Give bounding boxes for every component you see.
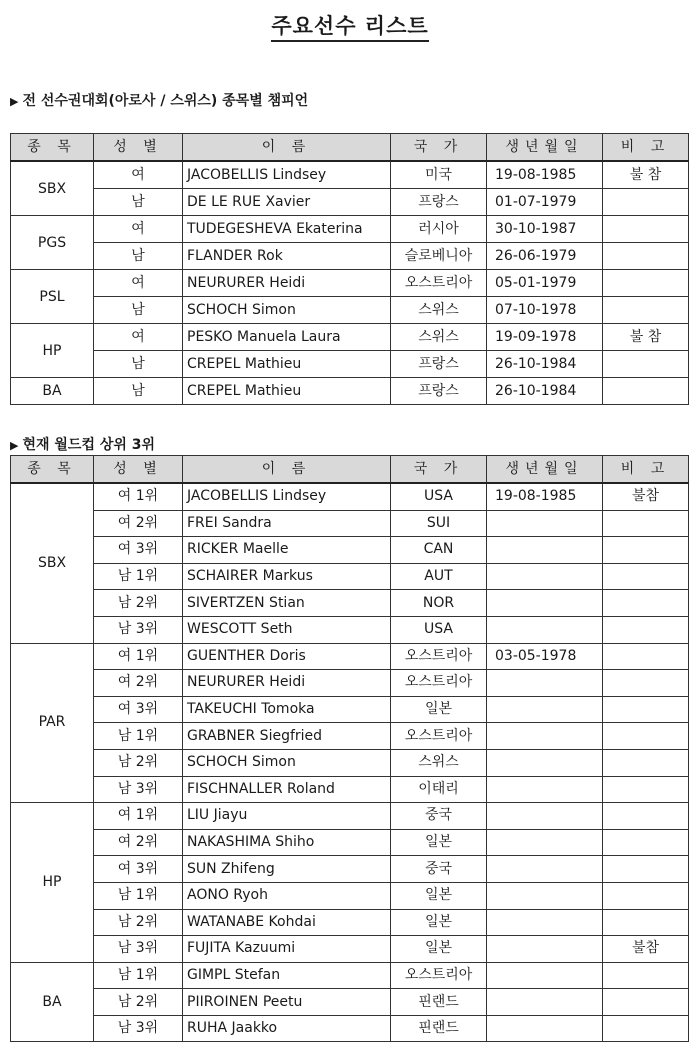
event-cell: HP	[11, 803, 94, 963]
country-cell: 핀랜드	[391, 989, 487, 1016]
athlete-name-cell: WESCOTT Seth	[183, 616, 391, 643]
birthdate-cell	[487, 696, 603, 723]
gender-cell: 남	[94, 378, 183, 405]
table-row	[11, 723, 689, 750]
gender-cell: 남 3위	[94, 776, 183, 803]
country-cell: 중국	[391, 803, 487, 830]
country-cell: 오스트리아	[391, 270, 487, 297]
note-cell	[603, 563, 689, 590]
gender-cell: 남 1위	[94, 563, 183, 590]
note-cell	[603, 989, 689, 1016]
note-cell	[603, 351, 689, 378]
birthdate-cell: 19-09-1978	[487, 324, 603, 351]
table-row	[11, 803, 689, 830]
country-cell: 일본	[391, 829, 487, 856]
worldcup-header-row	[11, 456, 689, 484]
gender-cell: 남 3위	[94, 936, 183, 963]
gender-cell: 여 3위	[94, 537, 183, 564]
birthdate-cell	[487, 829, 603, 856]
birthdate-cell	[487, 616, 603, 643]
note-cell	[603, 829, 689, 856]
note-cell	[603, 856, 689, 883]
table-row	[11, 856, 689, 883]
header-country: 국 가	[391, 456, 487, 484]
athlete-name-cell: GUENTHER Doris	[183, 643, 391, 670]
table-row	[11, 189, 689, 216]
athlete-name-cell: FREI Sandra	[183, 510, 391, 537]
worldcup-table	[10, 455, 689, 1042]
country-cell: AUT	[391, 563, 487, 590]
table-row	[11, 216, 689, 243]
note-cell	[603, 270, 689, 297]
athlete-name-cell: CREPEL Mathieu	[183, 378, 391, 405]
table-row	[11, 563, 689, 590]
event-cell: PGS	[11, 216, 94, 270]
header-dob: 생년월일	[487, 456, 603, 484]
gender-cell: 남	[94, 351, 183, 378]
note-cell	[603, 510, 689, 537]
note-cell	[603, 643, 689, 670]
country-cell: CAN	[391, 537, 487, 564]
table-row	[11, 297, 689, 324]
header-note: 비 고	[603, 456, 689, 484]
gender-cell: 여	[94, 161, 183, 189]
birthdate-cell	[487, 909, 603, 936]
birthdate-cell: 26-06-1979	[487, 243, 603, 270]
table-row	[11, 749, 689, 776]
birthdate-cell: 01-07-1979	[487, 189, 603, 216]
country-cell: 이태리	[391, 776, 487, 803]
table-row	[11, 324, 689, 351]
birthdate-cell	[487, 590, 603, 617]
triangle-bullet-icon: ▶	[10, 95, 19, 108]
country-cell: 프랑스	[391, 378, 487, 405]
table-row	[11, 643, 689, 670]
country-cell: 핀랜드	[391, 1015, 487, 1042]
gender-cell: 남 1위	[94, 962, 183, 989]
birthdate-cell	[487, 856, 603, 883]
gender-cell: 남	[94, 297, 183, 324]
birthdate-cell	[487, 723, 603, 750]
country-cell: 일본	[391, 936, 487, 963]
athlete-name-cell: TUDEGESHEVA Ekaterina	[183, 216, 391, 243]
athlete-name-cell: PIIROINEN Peetu	[183, 989, 391, 1016]
triangle-bullet-icon: ▶	[10, 439, 19, 452]
note-cell: 불 참	[603, 324, 689, 351]
table-row	[11, 696, 689, 723]
athlete-name-cell: GRABNER Siegfried	[183, 723, 391, 750]
note-cell	[603, 803, 689, 830]
gender-cell: 여 1위	[94, 643, 183, 670]
athlete-name-cell: RICKER Maelle	[183, 537, 391, 564]
table-row	[11, 909, 689, 936]
gender-cell: 남 2위	[94, 749, 183, 776]
note-cell	[603, 297, 689, 324]
worldcup-heading-text: 현재 월드컵 상위 3위	[22, 437, 156, 453]
athlete-name-cell: SCHOCH Simon	[183, 297, 391, 324]
birthdate-cell	[487, 510, 603, 537]
event-cell: BA	[11, 962, 94, 1042]
table-row	[11, 989, 689, 1016]
birthdate-cell	[487, 989, 603, 1016]
athlete-name-cell: CREPEL Mathieu	[183, 351, 391, 378]
gender-cell: 여 2위	[94, 670, 183, 697]
gender-cell: 여 1위	[94, 803, 183, 830]
table-row	[11, 616, 689, 643]
country-cell: 러시아	[391, 216, 487, 243]
event-cell: PAR	[11, 643, 94, 803]
athlete-name-cell: RUHA Jaakko	[183, 1015, 391, 1042]
athlete-name-cell: GIMPL Stefan	[183, 962, 391, 989]
table-row	[11, 270, 689, 297]
note-cell	[603, 962, 689, 989]
table-row	[11, 936, 689, 963]
country-cell: 스위스	[391, 324, 487, 351]
note-cell	[603, 243, 689, 270]
athlete-name-cell: NEURURER Heidi	[183, 670, 391, 697]
note-cell	[603, 776, 689, 803]
note-cell	[603, 616, 689, 643]
athlete-name-cell: SIVERTZEN Stian	[183, 590, 391, 617]
note-cell	[603, 909, 689, 936]
table-row	[11, 537, 689, 564]
gender-cell: 여 1위	[94, 483, 183, 510]
header-gender: 성 별	[94, 456, 183, 484]
gender-cell: 남 2위	[94, 909, 183, 936]
athlete-name-cell: WATANABE Kohdai	[183, 909, 391, 936]
table-row	[11, 483, 689, 510]
birthdate-cell: 05-01-1979	[487, 270, 603, 297]
athlete-name-cell: SUN Zhifeng	[183, 856, 391, 883]
gender-cell: 남 1위	[94, 723, 183, 750]
event-cell: BA	[11, 378, 94, 405]
event-cell: SBX	[11, 483, 94, 643]
birthdate-cell	[487, 776, 603, 803]
champions-heading	[10, 90, 308, 110]
athlete-name-cell: FUJITA Kazuumi	[183, 936, 391, 963]
birthdate-cell	[487, 936, 603, 963]
header-name: 이 름	[183, 456, 391, 484]
athlete-name-cell: SCHOCH Simon	[183, 749, 391, 776]
athlete-name-cell: JACOBELLIS Lindsey	[183, 161, 391, 189]
champions-table	[10, 133, 689, 405]
table-row	[11, 378, 689, 405]
birthdate-cell: 30-10-1987	[487, 216, 603, 243]
table-row	[11, 351, 689, 378]
table-row	[11, 776, 689, 803]
header-dob: 생년월일	[487, 134, 603, 162]
table-row	[11, 962, 689, 989]
country-cell: 오스트리아	[391, 670, 487, 697]
table-row	[11, 243, 689, 270]
athlete-name-cell: DE LE RUE Xavier	[183, 189, 391, 216]
champions-heading-text: 전 선수권대회(아로사 / 스위스) 종목별 챔피언	[22, 93, 309, 109]
country-cell: 일본	[391, 909, 487, 936]
athlete-name-cell: JACOBELLIS Lindsey	[183, 483, 391, 510]
header-event: 종 목	[11, 456, 94, 484]
athlete-name-cell: TAKEUCHI Tomoka	[183, 696, 391, 723]
birthdate-cell: 26-10-1984	[487, 351, 603, 378]
birthdate-cell	[487, 962, 603, 989]
country-cell: 미국	[391, 161, 487, 189]
note-cell: 불참	[603, 936, 689, 963]
country-cell: 프랑스	[391, 351, 487, 378]
country-cell: NOR	[391, 590, 487, 617]
gender-cell: 남 2위	[94, 989, 183, 1016]
birthdate-cell	[487, 882, 603, 909]
gender-cell: 남	[94, 243, 183, 270]
note-cell	[603, 749, 689, 776]
athlete-name-cell: FLANDER Rok	[183, 243, 391, 270]
gender-cell: 여	[94, 270, 183, 297]
country-cell: 슬로베니아	[391, 243, 487, 270]
champions-header-row	[11, 134, 689, 162]
athlete-name-cell: SCHAIRER Markus	[183, 563, 391, 590]
note-cell	[603, 590, 689, 617]
header-event: 종 목	[11, 134, 94, 162]
birthdate-cell	[487, 749, 603, 776]
athlete-name-cell: PESKO Manuela Laura	[183, 324, 391, 351]
table-row	[11, 829, 689, 856]
gender-cell: 남 2위	[94, 590, 183, 617]
gender-cell: 남 3위	[94, 616, 183, 643]
table-row	[11, 590, 689, 617]
page-title	[0, 10, 700, 40]
athlete-name-cell: NEURURER Heidi	[183, 270, 391, 297]
gender-cell: 여 2위	[94, 829, 183, 856]
birthdate-cell: 26-10-1984	[487, 378, 603, 405]
note-cell	[603, 1015, 689, 1042]
note-cell	[603, 189, 689, 216]
country-cell: USA	[391, 483, 487, 510]
gender-cell: 여 3위	[94, 696, 183, 723]
athlete-name-cell: NAKASHIMA Shiho	[183, 829, 391, 856]
birthdate-cell	[487, 670, 603, 697]
country-cell: 스위스	[391, 749, 487, 776]
gender-cell: 남	[94, 189, 183, 216]
country-cell: 일본	[391, 696, 487, 723]
page-title-text: 주요선수 리스트	[271, 14, 428, 42]
table-row	[11, 882, 689, 909]
country-cell: 중국	[391, 856, 487, 883]
gender-cell: 여 2위	[94, 510, 183, 537]
country-cell: 프랑스	[391, 189, 487, 216]
worldcup-heading	[10, 434, 155, 454]
table-row	[11, 161, 689, 189]
birthdate-cell	[487, 563, 603, 590]
birthdate-cell: 07-10-1978	[487, 297, 603, 324]
gender-cell: 남 1위	[94, 882, 183, 909]
note-cell	[603, 696, 689, 723]
note-cell	[603, 378, 689, 405]
gender-cell: 여	[94, 216, 183, 243]
athlete-name-cell: FISCHNALLER Roland	[183, 776, 391, 803]
note-cell	[603, 723, 689, 750]
header-gender: 성 별	[94, 134, 183, 162]
event-cell: HP	[11, 324, 94, 378]
note-cell	[603, 670, 689, 697]
gender-cell: 여	[94, 324, 183, 351]
country-cell: 오스트리아	[391, 643, 487, 670]
country-cell: 일본	[391, 882, 487, 909]
birthdate-cell	[487, 803, 603, 830]
table-row	[11, 1015, 689, 1042]
country-cell: 스위스	[391, 297, 487, 324]
birthdate-cell: 19-08-1985	[487, 161, 603, 189]
country-cell: 오스트리아	[391, 723, 487, 750]
country-cell: 오스트리아	[391, 962, 487, 989]
gender-cell: 남 3위	[94, 1015, 183, 1042]
note-cell: 불 참	[603, 161, 689, 189]
birthdate-cell	[487, 1015, 603, 1042]
header-country: 국 가	[391, 134, 487, 162]
table-row	[11, 670, 689, 697]
note-cell	[603, 882, 689, 909]
note-cell	[603, 537, 689, 564]
birthdate-cell: 19-08-1985	[487, 483, 603, 510]
event-cell: SBX	[11, 161, 94, 216]
country-cell: USA	[391, 616, 487, 643]
birthdate-cell: 03-05-1978	[487, 643, 603, 670]
header-name: 이 름	[183, 134, 391, 162]
athlete-name-cell: AONO Ryoh	[183, 882, 391, 909]
note-cell: 불참	[603, 483, 689, 510]
athlete-name-cell: LIU Jiayu	[183, 803, 391, 830]
header-note: 비 고	[603, 134, 689, 162]
country-cell: SUI	[391, 510, 487, 537]
gender-cell: 여 3위	[94, 856, 183, 883]
birthdate-cell	[487, 537, 603, 564]
note-cell	[603, 216, 689, 243]
event-cell: PSL	[11, 270, 94, 324]
table-row	[11, 510, 689, 537]
